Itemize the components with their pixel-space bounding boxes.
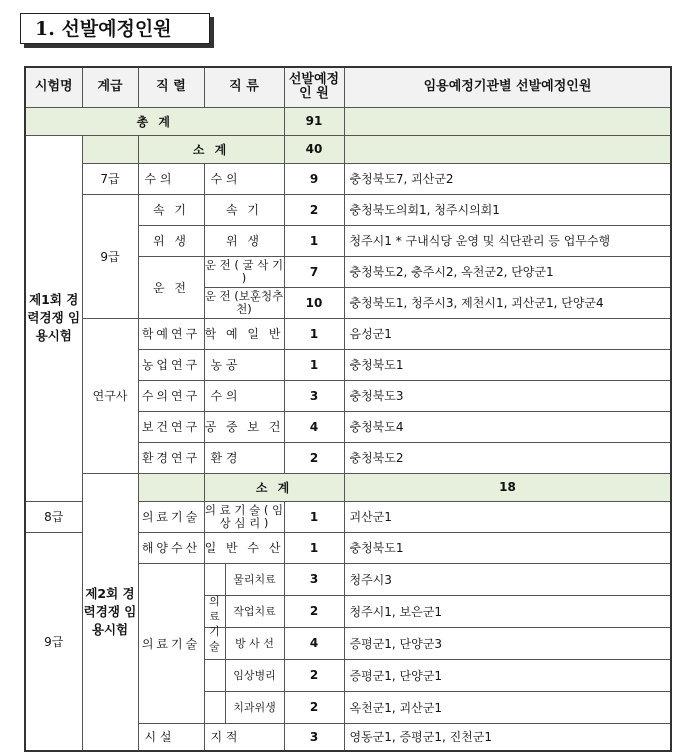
count-cell: 4	[284, 627, 344, 659]
header-grade: 계급	[82, 67, 138, 107]
category-cell: 속 기	[204, 194, 284, 225]
series-cell: 환경연구	[138, 442, 204, 473]
count-cell: 7	[284, 256, 344, 287]
agency-cell: 영동군1, 증평군1, 진천군1	[344, 723, 671, 751]
count-cell: 3	[284, 723, 344, 751]
exam1-subtotal-label: 소 계	[138, 135, 284, 163]
agency-cell: 청주시1, 보은군1	[344, 595, 671, 627]
series-cell: 위 생	[138, 225, 204, 256]
header-series: 직 렬	[138, 67, 204, 107]
exam1-name: 제1회 경력경쟁 임용시험	[25, 135, 82, 501]
agency-cell: 충청북도1, 청주시3, 제천시1, 괴산군1, 단양군4	[344, 287, 671, 318]
grade-cell: 7급	[82, 163, 138, 194]
table-row	[25, 163, 671, 194]
category-cell: 학 예 일 반	[204, 318, 284, 349]
count-cell: 1	[284, 349, 344, 380]
header-by-agency: 임용예정기관별 선발예정인원	[344, 67, 671, 107]
exam2-subtotal-label: 소 계	[204, 473, 344, 501]
series-cell: 보건연구	[138, 411, 204, 442]
category-cell: 임상병리	[204, 659, 284, 691]
count-cell: 3	[284, 563, 344, 595]
category-cell: 지 적	[204, 723, 284, 751]
count-cell: 2	[284, 442, 344, 473]
category-cell: 위 생	[204, 225, 284, 256]
grade-cell: 8급	[25, 501, 82, 532]
exam1-subtotal-row	[25, 135, 671, 163]
count-cell: 1	[284, 532, 344, 563]
series-cell: 의료기술	[138, 563, 204, 723]
series-cell: 시 설	[138, 723, 204, 751]
agency-cell: 충청북도4	[344, 411, 671, 442]
count-cell: 10	[284, 287, 344, 318]
agency-cell: 옥천군1, 괴산군1	[344, 691, 671, 723]
agency-cell: 충청북도7, 괴산군2	[344, 163, 671, 194]
series-cell: 수 의	[138, 163, 204, 194]
series-cell: 의료기술	[138, 501, 204, 532]
header-exam: 시험명	[25, 67, 82, 107]
count-cell: 2	[284, 691, 344, 723]
category-cell: 환 경	[204, 442, 284, 473]
category-cell: 방 사 선	[204, 627, 284, 659]
table-row	[25, 194, 671, 225]
exam2-name: 제2회 경력경쟁 임용시험	[82, 473, 138, 751]
header-count: 선발예정 인 원	[284, 67, 344, 107]
count-cell: 1	[284, 318, 344, 349]
agency-cell: 증평군1, 단양군1	[344, 659, 671, 691]
grade-cell: 9급	[25, 532, 82, 751]
medical-group-label: 의료기술	[209, 594, 220, 653]
agency-cell: 음성군1	[344, 318, 671, 349]
count-cell: 2	[284, 595, 344, 627]
category-cell: 공 중 보 건	[204, 411, 284, 442]
exam1-subtotal: 40	[284, 135, 344, 163]
category-cell: 운 전 (보훈청추천)	[204, 287, 284, 318]
agency-cell: 청주시1 * 구내식당 운영 및 식단관리 등 업무수행	[344, 225, 671, 256]
exam2-subtotal-row	[25, 473, 671, 501]
count-cell: 4	[284, 411, 344, 442]
category-cell: 의 료 기 술 ( 임 상 심 리 )	[204, 501, 284, 532]
series-cell: 해양수산	[138, 532, 204, 563]
agency-cell: 충청북도2, 충주시2, 옥천군2, 단양군1	[344, 256, 671, 287]
total-row	[25, 107, 671, 135]
count-cell: 2	[284, 659, 344, 691]
category-cell: 농 공	[204, 349, 284, 380]
grade-cell: 연구사	[82, 318, 138, 473]
agency-cell: 증평군1, 단양군3	[344, 627, 671, 659]
agency-cell: 충청북도2	[344, 442, 671, 473]
category-cell: 치과위생	[204, 691, 284, 723]
count-cell: 1	[284, 501, 344, 532]
category-cell: 물리치료	[204, 563, 284, 595]
agency-cell: 충청북도1	[344, 532, 671, 563]
category-cell: 의료기술 작업치료	[204, 595, 284, 627]
series-cell: 운 전	[138, 256, 204, 318]
header-category: 직 류	[204, 67, 284, 107]
agency-cell: 괴산군1	[344, 501, 671, 532]
count-cell: 1	[284, 225, 344, 256]
page-title: 1. 선발예정인원	[20, 13, 210, 44]
category-cell: 일 반 수 산	[204, 532, 284, 563]
grade-cell: 9급	[82, 194, 138, 318]
agency-cell: 충청북도의회1, 청주시의회1	[344, 194, 671, 225]
series-cell: 농업연구	[138, 349, 204, 380]
count-cell: 2	[284, 194, 344, 225]
category-cell: 수 의	[204, 163, 284, 194]
count-cell: 3	[284, 380, 344, 411]
exam2-subtotal: 18	[344, 473, 671, 501]
category-cell: 운 전 ( 굴 삭 기 )	[204, 256, 284, 287]
recruitment-table	[24, 66, 672, 752]
series-cell: 속 기	[138, 194, 204, 225]
total-label: 총 계	[25, 107, 284, 135]
series-cell: 학예연구	[138, 318, 204, 349]
table-header	[25, 67, 671, 107]
agency-cell: 청주시3	[344, 563, 671, 595]
agency-cell: 충청북도3	[344, 380, 671, 411]
series-cell: 수의연구	[138, 380, 204, 411]
count-cell: 9	[284, 163, 344, 194]
agency-cell: 충청북도1	[344, 349, 671, 380]
category-cell: 수 의	[204, 380, 284, 411]
table-row	[25, 318, 671, 349]
total-count: 91	[284, 107, 344, 135]
